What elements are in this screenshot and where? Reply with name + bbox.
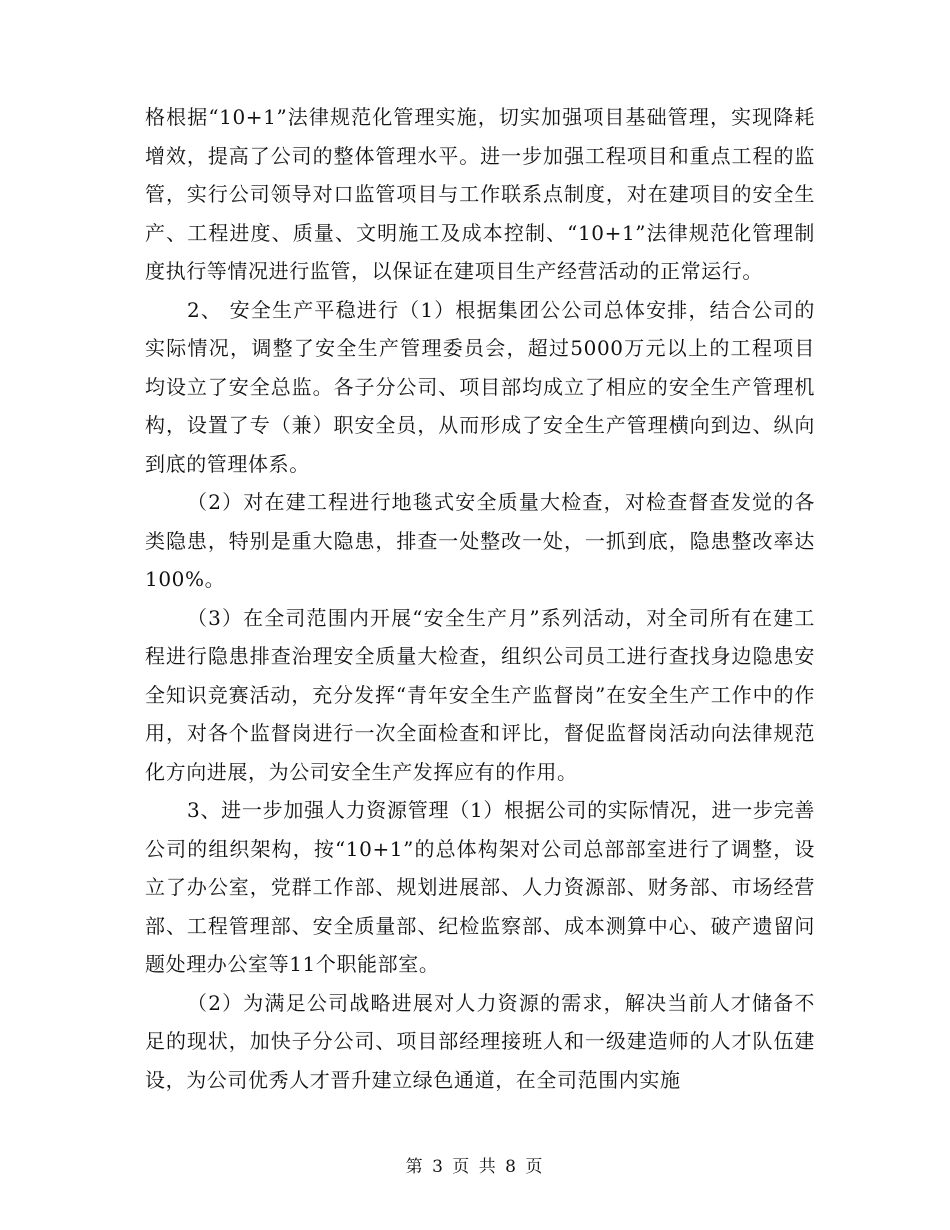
document-body (145, 98, 815, 1099)
paragraph-2: 2、 安全生产平稳进行（1）根据集团公公司总体安排，结合公司的实际情况，调整了安全生产管理委员会，超过5000万元以上的工程项目均设立了安全总监。各子分公司、项目部均成立了相应的安全生产管理机构，设置了专（兼）职安全员，从而形成了安全生产管理横向到边、纵向到底的管理体系。 (145, 297, 815, 476)
paragraph-1: 格根据“10+1”法律规范化管理实施，切实加强项目基础管理，实现降耗增效，提高了公司的整体管理水平。进一步加强工程项目和重点工程的监管，实行公司领导对口监管项目与工作联系点制度，对在建项目的安全生产、工程进度、质量、文明施工及成本控制、“10+1”法律规范化管理制度执行等情况进行监管，以保证在建项目生产经营活动的正常运行。 (145, 105, 815, 283)
page-footer: 第 3 页 共 8 页 (405, 1157, 545, 1177)
paragraph-6: （2）为满足公司战略进展对人力资源的需求，解决当前人才储备不足的现状，加快子分公司、项目部经理接班人和一级建造师的人才队伍建设，为公司优秀人才晋升建立绿色通道，在全司范围内实施 (145, 990, 815, 1092)
paragraph-5: 3、进一步加强人力资源管理（1）根据公司的实际情况，进一步完善公司的组织架构，按“10+1”的总体构架对公司总部部室进行了调整，设立了办公室，党群工作部、规划进展部、人力资源部、财务部、市场经营部、工程管理部、安全质量部、纪检监察部、成本测算中心、破产遗留问题处理办公室等11个职能部室。 (145, 798, 815, 976)
paragraph-3: （2）对在建工程进行地毯式安全质量大检查，对检查督查发觉的各类隐患，特别是重大隐患，排查一处整改一处，一抓到底，隐患整改率达100%。 (145, 490, 815, 591)
paragraph-4: （3）在全司范围内开展“安全生产月”系列活动，对全司所有在建工程进行隐患排查治理安全质量大检查，组织公司员工进行查找身边隐患安全知识竞赛活动，充分发挥“青年安全生产监督岗”在安全生产工作中的作用，对各个监督岗进行一次全面检查和评比，督促监督岗活动向法律规范化方向进展，为公司安全生产发挥应有的作用。 (145, 605, 815, 784)
